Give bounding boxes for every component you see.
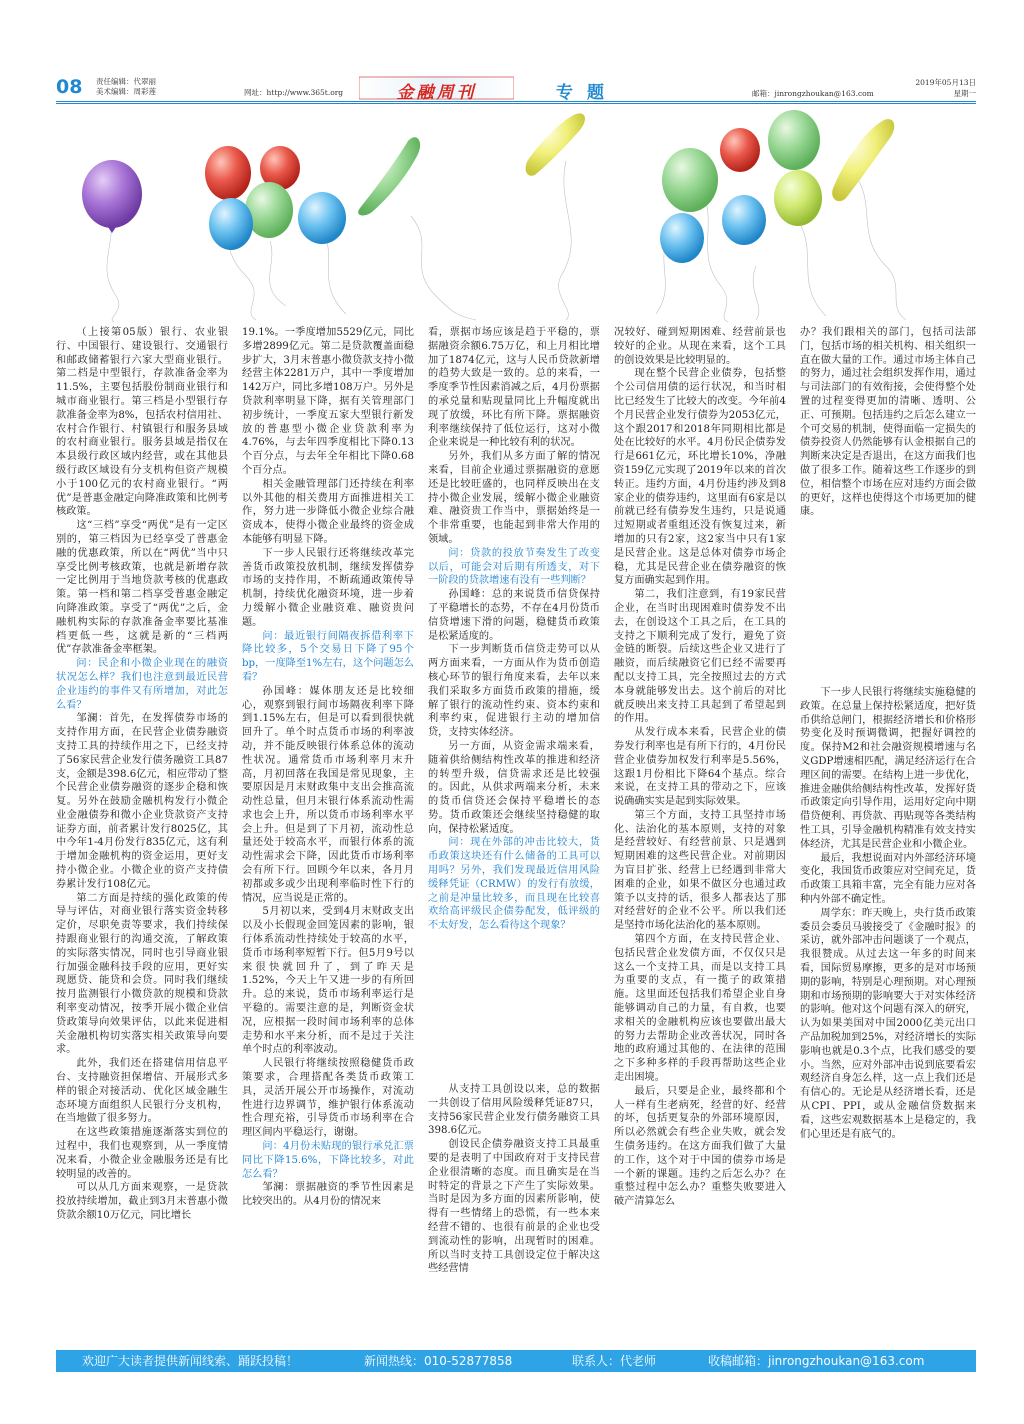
column-5-bottom: [800, 686, 976, 1141]
footer-contact: 联系人：代老师: [572, 1354, 657, 1368]
article-paragraph: 第三个方面，支持工具坚持市场化、法治化的基本原则，支持的对象是经营较好、有经营前景、只是遇到短期困难的这些民营企业。对前期因为盲目扩张、经营上已经遇到非常大困难的企业，如果不做区分也通过政策予以支持的话，很多人都表达了那对经营好的企业不公平。所以我们还是坚持市场化法治化的基本原则。: [614, 809, 786, 932]
masthead-banner: [359, 76, 514, 103]
balloons-illustration: [56, 106, 976, 322]
website-label: 网址：: [244, 88, 267, 97]
article-paragraph: 人民银行将继续按照稳健货币政策要求，合理搭配各类货币政策工具，灵活开展公开市场操作，对流动性进行边界调节，维护银行体系流动性合理充裕，引导货币市场利率在合理区间内平稳运行，谢谢。: [242, 1058, 414, 1139]
issue-weekday: 星期一: [953, 89, 976, 98]
column-5-top: [800, 326, 976, 519]
article-paragraph: 孙国峰：媒体朋友还是比较细心，观察到银行间市场隔夜利率下降到1.15%左右，但是可以看到很快就回升了。单个时点货币市场的利率波动，并不能反映银行体系总体的流动性状况。通常货币市场利率月末升高，月初回落在我国是常见现象，主要原因是月末财政集中支出会推高流动性总量，但月末银行体系流动性需求也会上升，所以货币市场利率水平会上升。但是到了下月初，流动性总量还处于较高水平，而银行体系的流动性需求会下降，因此货币市场利率会有所下行。回顾今年以来，各月月初都或多或少出现利率临时性下行的情况，应当说是正常的。: [242, 685, 414, 904]
article-paragraph: 孙国峰：总的来说货币信贷保持了平稳增长的态势，不存在4月份货币信贷增速下滑的问题，稳健货币政策是松紧适度的。: [428, 589, 600, 642]
article-paragraph: 下一步人民银行还将继续改革完善货币政策投放机制，继续发挥债券市场的支持作用，不断疏通政策传导机制，持续优化融资环境，进一步着力缓解小微企业融资难、融资贵问题。: [242, 547, 414, 628]
column-2: [242, 326, 414, 1209]
continued-from-note: （上接第05版）: [76, 327, 161, 338]
article-paragraph: 况较好、碰到短期困难、经营前景也较好的企业。从现在来看，这个工具的创设效果是比较明显的。: [614, 327, 786, 366]
article-paragraph: 下一步人民银行将继续实施稳健的政策。在总量上保持松紧适度，把好货币供给总闸门，根据经济增长和价格形势变化及时预调微调，把握好调控的度。保持M2和社会融资规模增速与名义GDP增速相匹配，满足经济运行在合理区间的需要。在结构上进一步优化，推进金融供给侧结构性改革，发挥好货币政策定向引导作用，运用好定向中期借贷便利、再贷款、再贴现等各类结构性工具，引导金融机构精准有效支持实体经济，尤其是民营企业和小微企业。: [800, 687, 976, 850]
article-paragraph: 现在整个民营企业债券，包括整个公司信用债的运行状况，和当时相比已经发生了比较大的改变。今年前4个月民营企业发行债券为2053亿元，这个跟2017和2018年同期相比都是处在比较好的水平。4月份民企债券发行是661亿元，环比增长10%，净融资159亿元实现了2019年以来的首次转正。违约方面，4月份违约涉及到8家企业的债券违约，这里面有6家是以前就已经有债券发生违约，只是说通过短期或者重组还没有恢复过来，新增加的只有2家，这2家当中只有1家是民营企业。这是总体对债券市场企稳，尤其是民营企业在债券融资的恢复方面确实起到作用。: [614, 368, 786, 587]
balloon-blue-right: [660, 213, 704, 263]
footer-email[interactable]: 收稿邮箱：jinrongzhoukan@163.com: [708, 1354, 925, 1368]
article-body: [56, 326, 976, 1275]
balloon-blue-left: [209, 198, 253, 250]
balloons-drawing: [56, 106, 976, 322]
footer-welcome: 欢迎广大读者提供新闻线索、踊跃投稿！: [82, 1354, 299, 1368]
footer-hotline: 新闻热线：010-52877858: [364, 1354, 513, 1368]
article-paragraph: 另一方面，从资金需求端来看，随着供给侧结构性改革的推进和经济的转型升级，信贷需求还是比较强的。因此，从供求两端来分析，未来的货币信贷还会保持平稳增长的态势。货币政策还会继续坚持稳健的取向，保持松紧适度。: [428, 740, 600, 835]
balloon-blue-right-top: [722, 195, 766, 245]
balloon-yellow-long: [526, 113, 585, 175]
article-paragraph: 下一步判断货币信贷走势可以从两方面来看，一方面从作为货币创造核心环节的银行角度来看，去年以来我们采取多方面货币政策的措施，缓解了银行的流动性约束、资本约束和利率约束，促进银行主动的增加信贷，支持实体经济。: [428, 644, 600, 739]
footer-bar: [56, 1350, 976, 1372]
interview-question: 问：4月份未贴现的银行承兑汇票同比下降15.6%，下降比较多，对此怎么看？: [242, 1141, 414, 1180]
article-paragraph: 可以从几方面来观察，一是贷款投放持续增加，截止到3月末普惠小微贷款余额10万亿元，同比增长: [56, 1182, 228, 1221]
balloon-lime-right: [774, 170, 822, 226]
balloon-green-right: [662, 148, 718, 212]
article-paragraph: 办？我们跟相关的部门，包括司法部门，包括市场的相关机构、相关组织一直在做大量的工作。通过市场主体自己的努力，通过社会组织发挥作用，通过与司法部门的有效衔接，会使得整个处置的过程变得更加的清晰、透明、公正、可预期。包括违约之后怎么建立一个可交易的机制，使得面临一定损失的债券投资人仍然能够有认金根据自己的判断来决定是否退出，在这方面我们也做了很多工作。随着这些工作逐步的到位，相信整个市场在应对违约方面会做的更好，这样也使得这个市场更加的健康。: [800, 327, 976, 518]
article-paragraph: 在这些政策措施逐渐落实到位的过程中，我们也观察到，从一季度情况来看，小微企业金融服务还是有比较明显的改善的。: [56, 1127, 228, 1180]
issue-date-block: [915, 77, 976, 99]
issue-date: 2019年05月13日: [915, 78, 976, 87]
article-paragraph: 相关金融管理部门还持续在利率以外其他的相关费用方面推进相关工作，努力进一步降低小微企业综合融资成本，使得小微企业最终的资金成本能够有明显下降。: [242, 478, 414, 545]
balloon-green-top-right: [768, 110, 820, 170]
email-label: 邮箱：: [752, 89, 775, 98]
section-title: 专题: [556, 83, 618, 103]
balloon-green-long: [358, 137, 420, 215]
article-paragraph: 第二，我们注意到，有19家民营企业，在当时出现困难时债券发不出去，在创设这个工具之后，在工具的支持之下顺利完成了发行，避免了资金链的断裂。后续这些企业又进行了融资，而后续融资它们已经不需要再配以支持工具，完全按照过去的方式本身就能够发出去。这个前后的对比就反映出来支持工具起到了希望起到的作用。: [614, 589, 786, 725]
column-spacer: [428, 933, 600, 1083]
header-rule-thin: [56, 103, 976, 104]
page-header: [56, 76, 976, 102]
interview-question: 问：现在外部的冲击比较大，货币政策这块还有什么储备的工具可以用吗？另外，我们发现最近信用风险缓释凭证（CRMW）的发行有放缓，之前是冲量比较多，而且现在比较喜欢给高评级民企债券配发，低评级的不太好发，怎么看待这个现象？: [428, 837, 600, 932]
interview-question: 问：最近银行间隔夜拆借利率下降比较多，5个交易日下降了95个bp，一度降至1%左右，这个问题怎么看？: [242, 630, 414, 683]
website-line: [244, 87, 343, 98]
article-paragraph: 从支持工具创设以来，总的数据一共创设了信用风险缓释凭证87只，支持56家民营企业发行债务融资工具398.6亿元。: [428, 1084, 600, 1137]
article-paragraph: 创设民企债券融资支持工具最重要的是表明了中国政府对于支持民营企业很清晰的态度。而且确实是在当时特定的背景之下产生了实际效果。当时是因为多方面的因素所影响，使得有一些情绪上的恐慌，有一些本来经营不错的、也很有前景的企业也受到流动性的影响，出现暂时的困难。所以当时支持工具创设定位于解决这些经营情: [428, 1139, 600, 1275]
article-paragraph: 这“三档”享受“两优”是有一定区别的，第三档因为已经享受了普惠金融的优惠政策，所以在“两优”当中只享受比例考核政策，也就是新增存款一定比例用于当地贷款考核的优惠政策。第一档和第二档享受普惠金融定向降准政策。享受了“两优”之后，金融机构实际的存款准备金率要比基准档更低一些，这就是新的“三档两优”存款准备金率框架。: [56, 520, 228, 656]
article-paragraph: 从发行成本来看，民营企业的债券发行利率也是有所下行的，4月份民营企业债券加权发行利率是5.56%，这跟1月份相比下降64个基点。综合来说，在支持工具的带动之下，应该说确确实实是起到实际效果。: [614, 727, 786, 808]
article-paragraph: 5月初以来，受到4月末财政支出以及小长假现金回笼因素的影响，银行体系流动性持续处于较高的水平，货币市场利率短暂下行。但5月9号以来很快就回升了，到了昨天是1.52%，今天上午又进一步的有所回升。总的来说，货币市场利率运行是平稳的。需要注意的是，判断资金状况，应根据一段时间市场利率的总体走势和水平来分析，而不是过于关注单个时点的利率波动。: [242, 906, 414, 1056]
article-paragraph: 邹澜：票据融资的季节性因素是比较突出的。从4月份的情况来: [242, 1182, 414, 1208]
interview-question: 问：民企和小微企业现在的融资状况怎么样？我们也注意到最近民营企业违约的事件又有所增加，对此怎么看？: [56, 658, 228, 711]
article-paragraph: 最后，我想说面对内外部经济环境变化，我国货币政策应对空间充足，货币政策工具箱丰富，完全有能力应对各种内外部不确定性。: [800, 852, 976, 905]
article-paragraph: 此外，我们还在搭建信用信息平台、支持融资担保增信、开展形式多样的银企对接活动、优化区域金融生态环境方面组织人民银行分支机构，在当地做了很多努力。: [56, 1058, 228, 1125]
editor-line: 责任编辑：代翠丽: [96, 77, 156, 86]
interview-question: 问：贷款的投放节奏发生了改变以后，可能会对后期有所透支，对下一阶段的贷款增速有没有一些判断？: [428, 547, 600, 587]
article-paragraph: 第二方面是持续的强化政策的传导与评估，对商业银行落实资金转移定价，尽职免责等要求，我们持续保持跟商业银行的沟通交流，了解政策的实际落实情况，同时也引导商业银行加强金融科技手段的应用，更好实现愿贷、能贷和会贷。同时我们继续按月监测银行小微贷款的规模和贷款利率变动情况，按季开展小微企业信贷政策导向效果评估，以此来促进相关金融机构切实落实相关政策导向要求。: [56, 892, 228, 1056]
balloon-purple: [82, 160, 142, 228]
page-number: 08: [56, 76, 83, 98]
balloon-yellow-right: [832, 119, 894, 201]
masthead-title: 金融周刊: [396, 83, 477, 103]
article-paragraph: 周学东：昨天晚上，央行货币政策委员会委员马骏接受了《金融时报》的采访，就外部冲击问题谈了一个观点，我很赞成。从过去这一年多的时间来看，国际贸易摩擦，更多的是对市场预期的影响，特别是心理预期。对心理预期和市场预期的影响要大于对实体经济的影响。他对这个问题有深入的研究，认为如果美国对中国2000亿美元出口产品加税加到25%，对经济增长的实际影响也就是0.3个点，比我们感受的要小。当然，应对外部冲击说到底要看宏观经济自身怎么样，这一点上我们还是有信心的。无论是从经济增长看，还是从CPI、PPI，或从金融信贷数据来看，这些宏观数据基本上是稳定的，我们心里还是有底气的。: [800, 907, 976, 1140]
header-rule: [56, 101, 976, 102]
balloon-blue-mid: [298, 192, 346, 244]
email-line: [752, 88, 874, 99]
art-editor-line: 美术编辑：周彩莲: [96, 87, 156, 96]
article-paragraph: 看，票据市场应该是趋于平稳的，票据融资余额6.75万亿，和上月相比增加了1874亿元，这与人民币贷款新增的趋势大致是一致的。总的来看，一季度季节性因素消减之后，4月份票据的承兑量和贴现量同比上升幅度就出现了放缓，环比有所下降。票据融资利率继续保持了低位运行，这对小微企业来说是一种比较有利的状况。: [428, 327, 600, 449]
article-paragraph: 另外，我们从多方面了解的情况来看，目前企业通过票据融资的意愿还是比较旺盛的，也同样反映出在支持小微企业发展，缓解小微企业融资难、融资贵工作当中，票据始终是一个非常重要，也能起到非常大作用的领域。: [428, 451, 600, 545]
balloon-red-right: [720, 128, 760, 172]
article-paragraph: 最后，只要是企业，最终都和个人一样有生老病死，经营的好、经营的坏，包括更复杂的外部环境原因，所以必然就会有些企业失败，就会发生债务违约。在这方面我们做了大量的工作，这个对于中国的债券市场是一个新的课题。违约之后怎么办？在重整过程中怎么办？重整失败要进入破产清算怎么: [614, 1085, 786, 1208]
article-paragraph: 19.1%。一季度增加5529亿元，同比多增2899亿元。第二是贷款覆盖面稳步扩大，3月末普惠小微贷款支持小微经营主体2281万户，其中一季度增加142万户，同比多增108万户。另外是贷款利率明显下降，据有关管理部门初步统计，一季度五家大型银行新发放的普惠型小微企业贷款利率为4.76%，与去年四季度相比下降0.13个百分点，与去年全年相比下降0.68个百分点。: [242, 327, 414, 476]
website-link[interactable]: http://www.365t.org: [266, 88, 344, 97]
column-3: [428, 326, 600, 1276]
article-paragraph: （上接第05版）银行、农业银行、中国银行、建设银行、交通银行和邮政储蓄银行六家大型商业银行。第二档是中型银行，存款准备金率为11.5%，主要包括股份制商业银行和城市商业银行。第三档是小型银行存款准备金率为8%，包括农村信用社、农村合作银行、村镇银行和服务县域的农村商业银行。服务县域是指仅在本县级行政区域内经营，或在其他县级行政区域设有分支机构但资产规模小于100亿元的农村商业银行。“两优”是普惠金融定向降准政策和比例考核政策。: [56, 327, 229, 518]
email-link[interactable]: jinrongzhoukan@163.com: [774, 89, 874, 98]
balloon-red-left: [205, 146, 251, 200]
column-1: [56, 326, 228, 1223]
column-4: [614, 326, 786, 1209]
article-paragraph: 邹澜：首先，在发挥债券市场的支持作用方面，在民营企业债券融资支持工具的持续作用之下，已经支持了56家民营企业发行债务融资工具87支，金额是398.6亿元，相应带动了整个民营企业债券融资的逐步企稳和恢复。另外在鼓励金融机构发行小微企业金融债券和微小企业贷款资产支持证券方面，前者累计发行8025亿，其中今年1-4月份发行835亿元，这有利于增加金融机构的资金运用，更好支持小微企业。小微企业的资产支持债券累计发行108亿元。: [56, 713, 228, 890]
article-paragraph: 第四个方面，在支持民营企业、包括民营企业发债方面，不仅仅只是这么一个支持工具，而是以支持工具为重要的支点，有一揽子的政策措施。这里面还包括我们希望企业自身能够调动自己的力量，有自救，也要求相关的金融机构应该也要做出最大的努力去帮助企业改善状况，同时各地的政府通过其他的、在法律的范围之下多种多样的手段再帮助这些企业走出困境。: [614, 934, 786, 1084]
editor-info: [96, 77, 156, 97]
